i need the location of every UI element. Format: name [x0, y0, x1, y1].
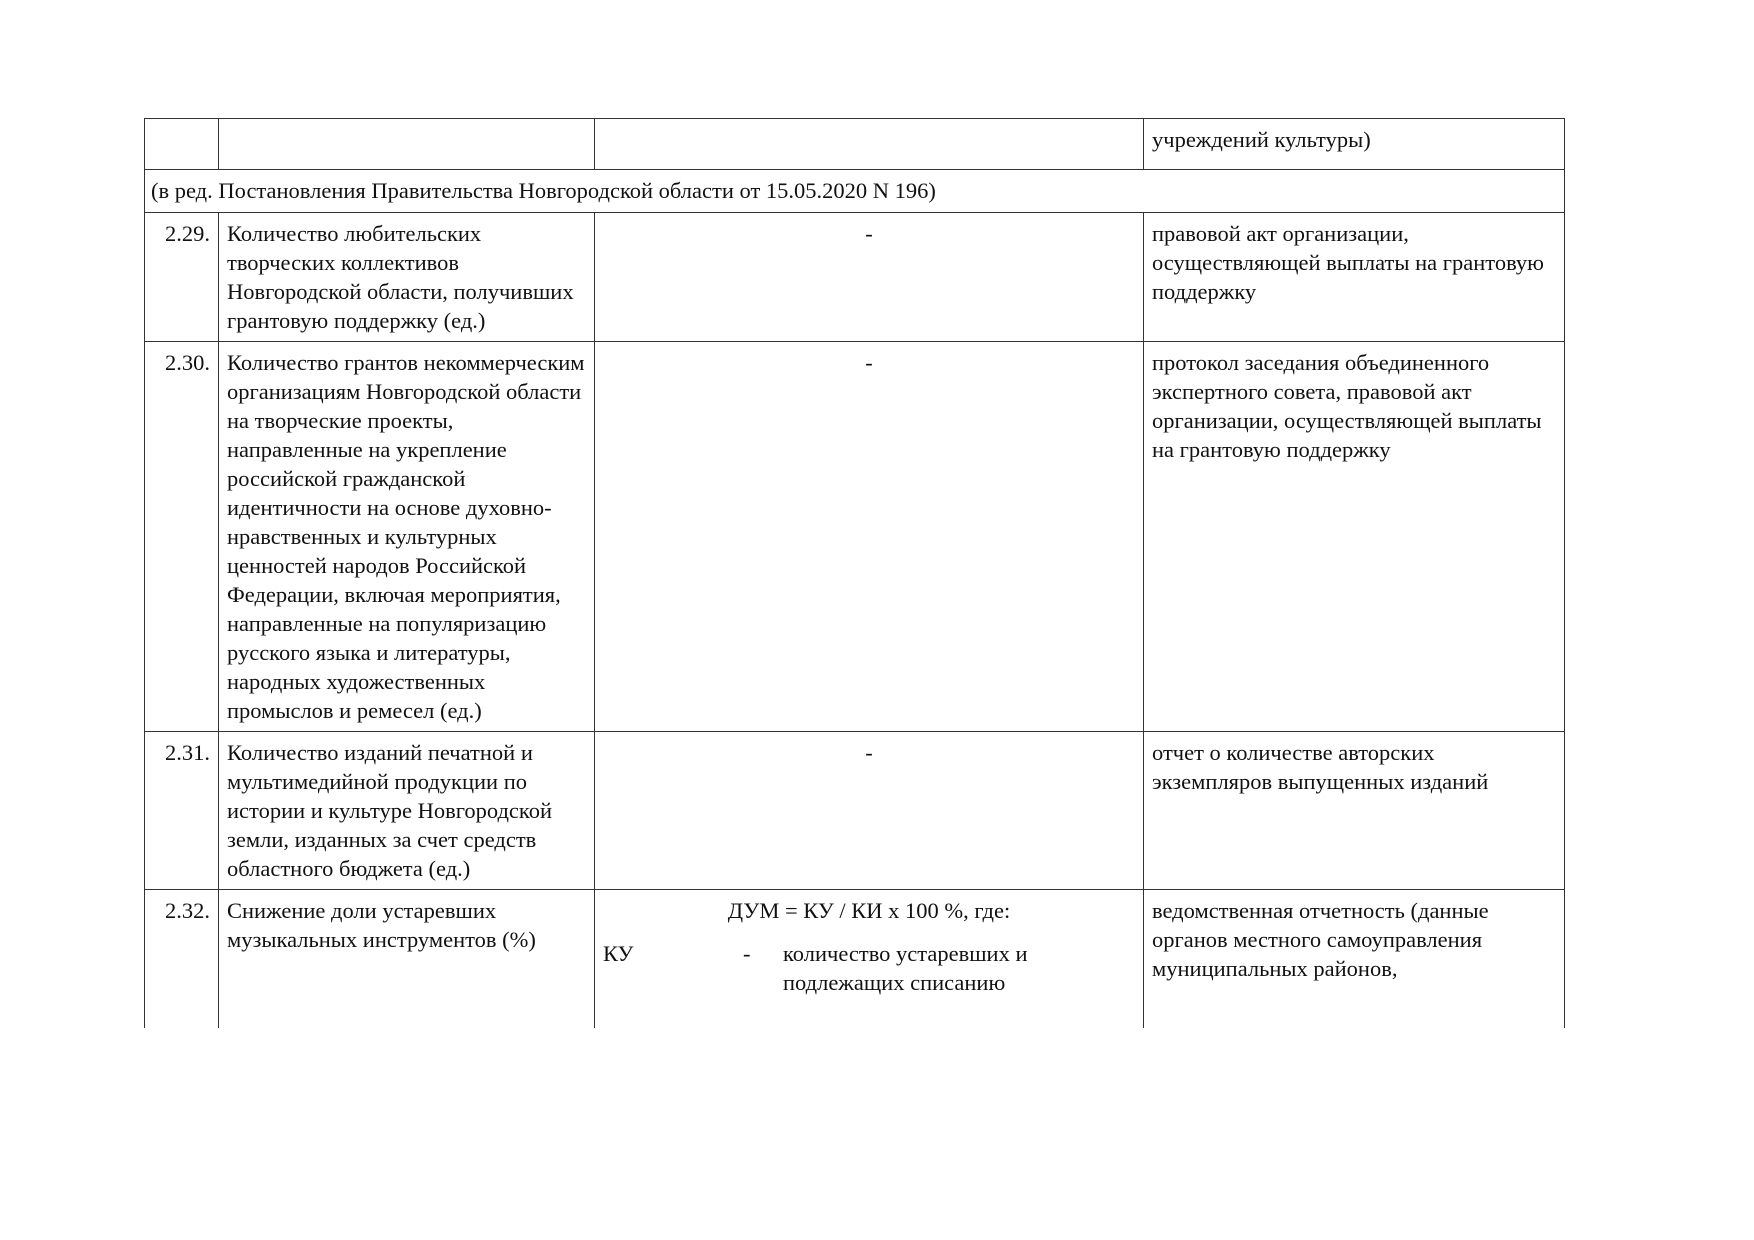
indicator-formula: - [595, 213, 1144, 342]
continuation-row [145, 119, 1565, 170]
indicators-table [144, 118, 1565, 1028]
indicator-name: Снижение доли устаревших музыкальных инструментов (%) [219, 890, 595, 1029]
row-number: 2.31. [145, 732, 219, 890]
amendment-row [145, 170, 1565, 213]
data-source: отчет о количестве авторских экземпляров выпущенных изданий [1144, 732, 1565, 890]
indicator-formula [595, 890, 1144, 1029]
data-source: протокол заседания объединенного экспертного совета, правовой акт организации, осуществляющей выплаты на грантовую поддержку [1144, 342, 1565, 732]
variable-description: количество устаревших и подлежащих списанию [783, 941, 1028, 995]
formula-expression: ДУМ = КУ / КИ x 100 %, где: [727, 898, 1011, 923]
variable-symbol: КУ [603, 941, 634, 966]
indicator-name: Количество грантов некоммерческим организациям Новгородской области на творческие проекты, направленные на укрепление российской гражданской идентичности на основе духовно-нравственных и культурных ценностей народов Российской Федерации, включая мероприятия, направленные на популяризацию русского языка и литературы, народных художественных промыслов и ремесел (ед.) [219, 342, 595, 732]
row-number: 2.32. [145, 890, 219, 1029]
data-source: ведомственная отчетность (данные органов местного самоуправления муниципальных районов, [1144, 890, 1565, 1029]
table-row [145, 732, 1565, 890]
table-row [145, 890, 1565, 1029]
variable-dash: - [743, 941, 751, 966]
cell-source: учреждений культуры) [1144, 119, 1565, 170]
cell-num [145, 119, 219, 170]
table-row [145, 213, 1565, 342]
data-source: правовой акт организации, осуществляющей выплаты на грантовую поддержку [1144, 213, 1565, 342]
variable-definition [603, 939, 1135, 997]
cell-formula [595, 119, 1144, 170]
indicator-name: Количество любительских творческих коллективов Новгородской области, получивших грантовую поддержку (ед.) [219, 213, 595, 342]
indicator-name: Количество изданий печатной и мультимедийной продукции по истории и культуре Новгородской земли, изданных за счет средств областного бюджета (ед.) [219, 732, 595, 890]
amendment-note: (в ред. Постановления Правительства Новгородской области от 15.05.2020 N 196) [145, 170, 1565, 213]
indicator-formula: - [595, 342, 1144, 732]
row-number: 2.30. [145, 342, 219, 732]
table-row [145, 342, 1565, 732]
cell-name [219, 119, 595, 170]
row-number: 2.29. [145, 213, 219, 342]
indicator-formula: - [595, 732, 1144, 890]
